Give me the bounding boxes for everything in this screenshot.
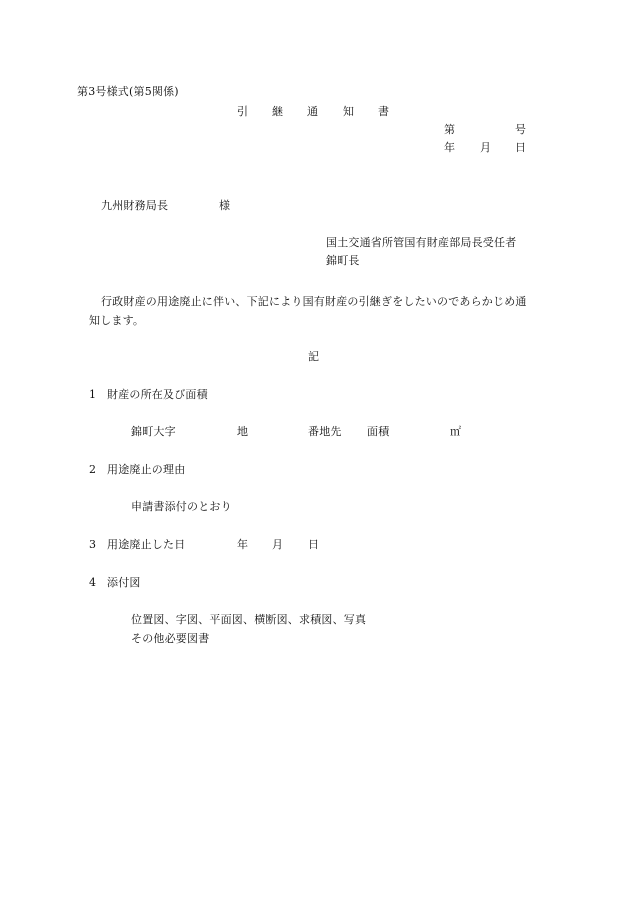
title-char-1: 引 — [237, 105, 249, 118]
item-1-chi: 地 — [237, 425, 249, 438]
item-4-number: 4 — [89, 576, 97, 589]
addressee-honorific: 様 — [219, 199, 231, 212]
body-line-1: 行政財産の用途廃止に伴い、下記により国有財産の引継ぎをしたいのであらかじめ通 — [101, 295, 527, 308]
doc-number-prefix: 第 — [444, 123, 456, 136]
doc-number-suffix: 号 — [515, 123, 527, 136]
item-1-area-label: 面積 — [367, 425, 390, 438]
item-4-title: 添付図 — [107, 576, 141, 589]
item-1-number: 1 — [89, 388, 97, 401]
item-2-number: 2 — [89, 463, 97, 476]
item-1-title: 財産の所在及び面積 — [107, 388, 208, 401]
item-3-year: 年 — [237, 538, 249, 551]
item-4-line-1: 位置図、字図、平面図、横断図、求積図、写真 — [131, 613, 367, 626]
header-day: 日 — [515, 141, 527, 154]
item-2-reason: 申請書添付のとおり — [131, 500, 232, 513]
item-2-title: 用途廃止の理由 — [107, 463, 186, 476]
item-4-line-2: その他必要図書 — [131, 632, 210, 645]
item-3-title: 用途廃止した日 — [107, 538, 186, 551]
title-char-5: 書 — [378, 105, 390, 118]
sender-line-1: 国土交通省所管国有財産部局長受任者 — [326, 236, 517, 249]
item-3-month: 月 — [272, 538, 284, 551]
item-1-banchi: 番地先 — [308, 425, 342, 438]
item-3-number: 3 — [89, 538, 97, 551]
header-month: 月 — [480, 141, 492, 154]
item-3-day: 日 — [308, 538, 320, 551]
item-1-area-unit: ㎡ — [450, 425, 462, 438]
sender-line-2: 錦町長 — [326, 254, 360, 267]
body-line-2: 知します。 — [89, 314, 145, 327]
form-label: 第3号様式(第5関係) — [77, 85, 179, 98]
title-char-2: 継 — [272, 105, 284, 118]
item-1-town: 錦町大字 — [131, 425, 176, 438]
header-year: 年 — [444, 141, 456, 154]
ki-heading: 記 — [308, 350, 320, 363]
title-char-3: 通 — [307, 105, 319, 118]
addressee-name: 九州財務局長 — [101, 199, 169, 212]
title-char-4: 知 — [343, 105, 355, 118]
